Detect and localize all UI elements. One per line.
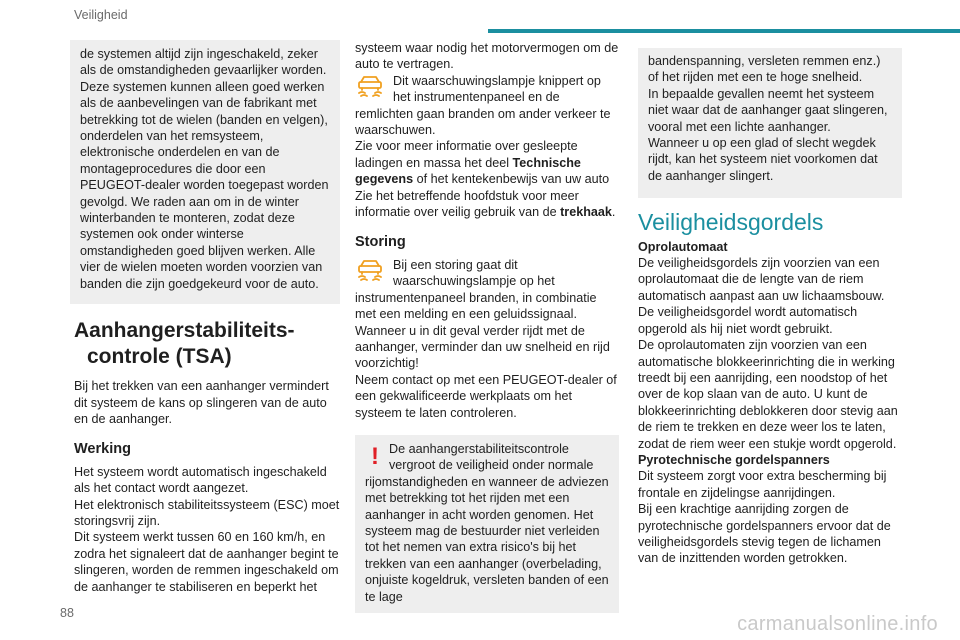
oprolautomaat-paragraph-1: De veiligheidsgordels zijn voorzien van een oprolautomaat die de lengte van de riem automatisch aanpast aan uw lichaamsbouw. De veiligheidsgordel wordt automatisch opgerold als hij niet wordt gebruikt.	[638, 256, 885, 336]
trailer-stability-warning-icon	[355, 257, 385, 283]
trailer-stability-warning-icon	[355, 73, 385, 99]
column-2	[355, 40, 619, 613]
tsa-heading	[74, 318, 340, 370]
tsa-heading-line1: Aanhangerstabiliteits-	[74, 319, 295, 343]
storing-heading: Storing	[355, 234, 406, 251]
tsa-heading-line2: controle (TSA)	[87, 345, 232, 369]
watermark: carmanualsonline.info	[737, 613, 938, 635]
storing-paragraph-2: Wanneer u in dit geval verder rijdt met de aanhanger, verminder dan uw snelheid en rijd voorzichtig!	[355, 323, 610, 371]
trekhaak-paragraph	[355, 188, 619, 221]
warning-continued-1: bandenspanning, versleten remmen enz.) of het rijden met een te hoge snelheid.	[648, 54, 881, 85]
trekhaak-post: .	[611, 205, 616, 220]
werking-paragraph-2: Het elektronisch stabiliteitssysteem (ESC) moet storingsvrij zijn.	[74, 497, 340, 528]
page-number: 88	[60, 606, 74, 620]
tech-data-pre: Zie voor meer informatie over gesleepte ladingen en massa het deel	[355, 139, 578, 170]
oprolautomaat-subheading: Oprolautomaat	[638, 239, 728, 254]
storing-lamp-text: Bij een storing gaat dit waarschuwingslampje op het instrumentenpaneel branden, in combinatie met een melding en een geluidssignaal.	[355, 257, 597, 322]
exclamation-warning-icon: !	[371, 442, 379, 470]
column-1	[74, 40, 340, 595]
warning-box-continued	[638, 48, 902, 198]
warning-continued-2: In bepaalde gevallen neemt het systeem niet waar dat de aanhanger gaat slingeren, vooral met een lichte aanhanger.	[648, 86, 888, 134]
storing-lamp-paragraph	[355, 257, 619, 323]
werking-continued: systeem waar nodig het motorvermogen om de auto te vertragen.	[355, 41, 619, 72]
trekhaak-bold: trekhaak	[560, 205, 612, 220]
werking-paragraph-1: Het systeem wordt automatisch ingeschakeld als het contact wordt aangezet.	[74, 464, 327, 496]
warning-continued-3: Wanneer u op een glad of slecht wegdek rijdt, kan het systeem niet voorkomen dat de aanhanger slingert.	[648, 136, 878, 183]
lamp-paragraph	[355, 73, 619, 139]
werking-heading: Werking	[74, 441, 131, 458]
warning-box	[355, 435, 619, 613]
werking-paragraph-3: Dit systeem werkt tussen 60 en 160 km/h, en zodra het signaleert dat de aanhanger begint te slingeren, worden de remmen ingeschakeld om de aanhanger te stabiliseren en beperkt het	[74, 530, 339, 594]
oprolautomaat-paragraph-2: De oprolautomaten zijn voorzien van een automatische blokkeerinrichting die in werking treedt bij een aanrijding, een noodstop of het over de kop slaan van de auto. U kunt de blokkeerinrichting deblokkeren door stevig aan de riem te trekken en deze weer los te laten, zodat de riem weer een stukje wordt opgerold.	[638, 338, 898, 451]
warning-text: De aanhangerstabiliteitscontrole vergroot de veiligheid onder normale rijomstandigheden en wanneer de adviezen met betrekking tot het rijden met een aanhanger in acht worden genomen. Het systeem mag de bestuurder niet verleiden tot het nemen van extra risico's bij het trekken van een aanhanger (overbelading, onjuiste kogeldruk, versleten banden of een te lage	[365, 441, 609, 604]
trekhaak-pre: Zie het betreffende hoofdstuk voor meer informatie over veilig gebruik van de	[355, 188, 579, 220]
pyrotechnic-paragraph-1: Dit systeem zorgt voor extra bescherming bij frontale en zijdelingse aanrijdingen.	[638, 469, 887, 500]
column-3	[638, 40, 902, 567]
info-box-winter	[70, 40, 340, 304]
seatbelts-heading: Veiligheidsgordels	[638, 209, 824, 236]
info-box-text: de systemen altijd zijn ingeschakeld, zeker als de omstandigheden gevaarlijker worden. Deze systemen kunnen alleen goed werken als de aanbevelingen van de fabrikant met betrekking tot de wielen (banden en velgen), onderdelen van het remsysteem, elektronische onderdelen en van de montageprocedures die door een PEUGEOT-dealer worden toegepast worden gevolgd. We raden aan om in de winter winterbanden te monteren, zodat deze systemen ook onder winterse omstandigheden goed blijven werken. Alle vier de wielen moeten worden voorzien van banden die zijn goedgekeurd voor de auto.	[80, 47, 329, 291]
tech-data-bold: Technische gegevens	[355, 155, 581, 187]
pyrotechnic-subheading: Pyrotechnische gordelspanners	[638, 452, 830, 467]
tech-data-post: of het kentekenbewijs van uw auto	[413, 172, 610, 187]
tech-data-paragraph	[355, 138, 619, 187]
section-label: Veiligheid	[74, 8, 128, 22]
storing-paragraph-3: Neem contact op met een PEUGEOT-dealer of een gekwalificeerde werkplaats om het systeem te laten controleren.	[355, 372, 617, 420]
lamp-text: Dit waarschuwingslampje knippert op het instrumentenpaneel en de remlichten gaan branden om ander verkeer te waarschuwen.	[355, 73, 611, 138]
header-accent-bar	[488, 29, 960, 33]
tsa-intro: Bij het trekken van een aanhanger vermindert dit systeem de kans op slingeren van de auto en de aanhanger.	[74, 379, 329, 426]
pyrotechnic-paragraph-2: Bij een krachtige aanrijding zorgen de pyrotechnische gordelspanners ervoor dat de veiligheidsgordels stevig tegen de lichamen van de inzittenden worden getrokken.	[638, 502, 891, 566]
